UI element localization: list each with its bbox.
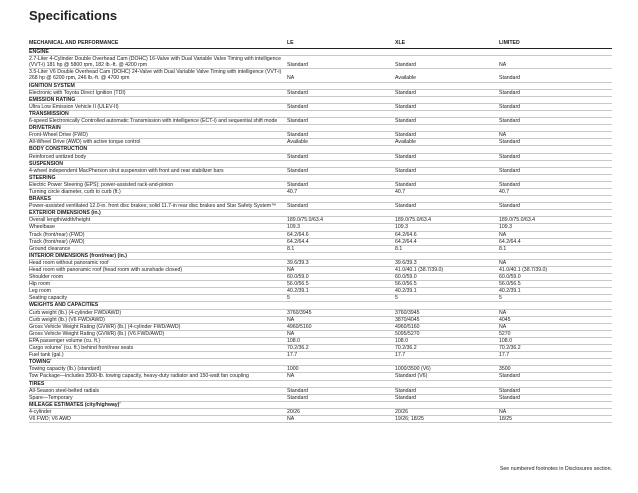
xle-value: 189.0/75.0/63.4 bbox=[395, 217, 432, 224]
section-heading-row bbox=[29, 359, 612, 366]
limited-value: NA bbox=[499, 62, 507, 69]
le-value: Standard bbox=[287, 62, 309, 69]
limited-value: 70.2/36.2 bbox=[499, 345, 521, 352]
section-heading-row bbox=[29, 402, 612, 409]
limited-value: Standard bbox=[499, 153, 521, 160]
limited-value: Standard bbox=[499, 387, 521, 394]
spec-label: Hip room bbox=[29, 281, 51, 288]
xle-value: 41.0/40.1 (38.7/39.0) bbox=[395, 267, 444, 273]
le-value: 40.2/39.1 bbox=[287, 288, 309, 295]
le-value: 64.2/64.4 bbox=[287, 238, 309, 245]
spec-row bbox=[29, 366, 612, 373]
section-heading: DRIVETRAIN bbox=[29, 125, 61, 132]
section-heading-row bbox=[29, 125, 612, 132]
limited-value: Standard bbox=[499, 118, 521, 125]
spec-row bbox=[29, 317, 612, 324]
spec-label: Reinforced unitized body bbox=[29, 153, 87, 160]
le-value: Standard bbox=[287, 153, 309, 160]
spec-row bbox=[29, 217, 612, 224]
spec-label: V6 FWD; V6 AWD bbox=[29, 415, 71, 422]
spec-label: Towing capacity (lb.) (standard) bbox=[29, 366, 102, 373]
spec-row bbox=[29, 90, 612, 97]
xle-value: 60.0/59.0 bbox=[395, 274, 417, 281]
xle-value: Available bbox=[395, 139, 416, 146]
limited-value: NA bbox=[499, 259, 507, 266]
limited-value: 40.7 bbox=[499, 188, 510, 195]
le-value: NA bbox=[287, 316, 295, 323]
spec-row bbox=[29, 232, 612, 239]
spec-row bbox=[29, 274, 612, 281]
spec-label: Tow Package—includes 3500-lb. towing capacity, heavy-duty radiator and 150-watt fan coupling bbox=[29, 373, 249, 380]
limited-value: Standard bbox=[499, 394, 521, 401]
limited-value: 18/25 bbox=[499, 415, 512, 422]
limited-value: NA bbox=[499, 132, 507, 139]
spec-row bbox=[29, 395, 612, 402]
xle-value: Standard (V6) bbox=[395, 373, 428, 380]
spec-label: 6-speed Electronically Controlled automatic Transmission with intelligence (ECT-i) and sequential shift mode bbox=[29, 118, 278, 125]
le-value: Standard bbox=[287, 167, 309, 174]
spec-row bbox=[29, 281, 612, 288]
limited-value: 4045 bbox=[499, 316, 511, 323]
spec-label: Curb weight (lb.) (4-cylinder FWD/AWD) bbox=[29, 309, 122, 316]
xle-value: 5095/5270 bbox=[395, 330, 420, 337]
spec-row bbox=[29, 416, 612, 423]
spec-label: 2.7-Liter 4-Cylinder Double Overhead Cam (DOHC) 16-Valve with Dual Variable Valve Timing with intelligence (VVT-i) 181 hp @ 5800 rpm, 182 lb.-ft. @ 4200 rpm bbox=[29, 56, 281, 69]
le-value: NA bbox=[287, 373, 295, 380]
section-heading: WEIGHTS AND CAPACITIES bbox=[29, 302, 99, 309]
limited-value: Standard bbox=[499, 103, 521, 110]
xle-value: 40.7 bbox=[395, 188, 406, 195]
column-header-le: LE bbox=[287, 40, 294, 46]
limited-value: 41.0/40.1 (38.7/39.0) bbox=[499, 267, 548, 273]
xle-value: 70.2/36.2 bbox=[395, 345, 417, 352]
spec-label: Cargo volume' (cu. ft.) behind front/rear seats bbox=[29, 345, 134, 352]
spec-label: Overall length/width/height bbox=[29, 217, 91, 224]
spec-label: Leg room bbox=[29, 288, 51, 295]
limited-value: Standard bbox=[499, 373, 521, 380]
page-title: Specifications bbox=[29, 8, 118, 23]
section-heading-row bbox=[29, 111, 612, 118]
xle-value: 3870/4045 bbox=[395, 316, 420, 323]
le-value: 189.0/75.0/63.4 bbox=[287, 217, 324, 224]
le-value: 64.2/64.6 bbox=[287, 231, 309, 238]
spec-row bbox=[29, 331, 612, 338]
xle-value: 3760/3945 bbox=[395, 309, 420, 316]
spec-row bbox=[29, 260, 612, 267]
xle-value: Standard bbox=[395, 167, 417, 174]
spec-label: Gross Vehicle Weight Rating (GVWR) (lb.) (V6 FWD/AWD) bbox=[29, 330, 165, 337]
column-header-xle: XLE bbox=[395, 40, 406, 46]
spec-row bbox=[29, 104, 612, 111]
xle-value: Available bbox=[395, 75, 416, 82]
spec-row bbox=[29, 132, 612, 139]
limited-value: 8.1 bbox=[499, 245, 507, 252]
le-value: 17.7 bbox=[287, 352, 298, 359]
xle-value: 56.0/56.5 bbox=[395, 281, 417, 288]
le-value: 56.0/56.5 bbox=[287, 281, 309, 288]
section-heading: BRAKES bbox=[29, 196, 51, 203]
le-value: Available bbox=[287, 139, 308, 146]
spec-label: Head room without panoramic roof bbox=[29, 259, 109, 266]
section-heading: INTERIOR DIMENSIONS (front/rear) (in.) bbox=[29, 252, 127, 259]
xle-value: Standard bbox=[395, 89, 417, 96]
limited-value: 60.0/59.0 bbox=[499, 274, 521, 281]
le-value: 109.3 bbox=[287, 224, 300, 231]
le-value: 4960/5160 bbox=[287, 323, 312, 330]
limited-value: NA bbox=[499, 309, 507, 316]
le-value: 70.2/36.2 bbox=[287, 345, 309, 352]
spec-label: Ground clearance bbox=[29, 245, 71, 252]
xle-value: 64.2/64.4 bbox=[395, 238, 417, 245]
spec-label: Curb weight (lb.) (V6 FWD/AWD) bbox=[29, 316, 105, 323]
spec-row bbox=[29, 118, 612, 125]
le-value: 40.7 bbox=[287, 188, 298, 195]
xle-value: 64.2/64.6 bbox=[395, 231, 417, 238]
spec-label: Fuel tank (gal.) bbox=[29, 352, 64, 359]
limited-value: Standard bbox=[499, 75, 521, 82]
le-value: 5 bbox=[287, 295, 290, 302]
spec-row bbox=[29, 288, 612, 295]
le-value: 1000 bbox=[287, 366, 299, 373]
spec-row bbox=[29, 409, 612, 416]
limited-value: 64.2/64.4 bbox=[499, 238, 521, 245]
section-heading: ENGINE bbox=[29, 49, 49, 56]
spec-row bbox=[29, 203, 612, 210]
section-heading-row bbox=[29, 49, 612, 56]
xle-value: 1000/3500 (V6) bbox=[395, 366, 431, 373]
section-heading: IGNITION SYSTEM bbox=[29, 82, 75, 89]
section-heading: EMISSION RATING bbox=[29, 96, 76, 103]
spec-label: Front-Wheel Drive (FWD) bbox=[29, 132, 88, 139]
spec-row bbox=[29, 310, 612, 317]
section-heading-row bbox=[29, 210, 612, 217]
le-value: Standard bbox=[287, 132, 309, 139]
spec-row bbox=[29, 69, 612, 82]
spec-label: Wheelbase bbox=[29, 224, 55, 231]
le-value: NA bbox=[287, 75, 295, 82]
xle-value: Standard bbox=[395, 387, 417, 394]
le-value: Standard bbox=[287, 203, 309, 210]
limited-value: 108.0 bbox=[499, 337, 512, 344]
spec-row bbox=[29, 154, 612, 161]
limited-value: 5270 bbox=[499, 330, 511, 337]
spec-label: Gross Vehicle Weight Rating (GVWR) (lb.) (4-cylinder FWD/AWD) bbox=[29, 323, 181, 330]
xle-value: 5 bbox=[395, 295, 398, 302]
section-heading-row bbox=[29, 97, 612, 104]
spec-label: Spare—Temporary bbox=[29, 394, 73, 401]
xle-value: 109.3 bbox=[395, 224, 408, 231]
spec-row bbox=[29, 182, 612, 189]
spec-row bbox=[29, 139, 612, 146]
le-value: 108.0 bbox=[287, 337, 300, 344]
le-value: Standard bbox=[287, 394, 309, 401]
limited-value: Standard bbox=[499, 167, 521, 174]
limited-value: NA bbox=[499, 408, 507, 415]
spec-row bbox=[29, 168, 612, 175]
limited-value: NA bbox=[499, 231, 507, 238]
spec-row bbox=[29, 246, 612, 253]
xle-value: 40.2/39.1 bbox=[395, 288, 417, 295]
xle-value: Standard bbox=[395, 132, 417, 139]
limited-value: Standard bbox=[499, 181, 521, 188]
section-heading-row bbox=[29, 253, 612, 260]
le-value: NA bbox=[287, 267, 295, 273]
xle-value: Standard bbox=[395, 203, 417, 210]
spec-label: 3.5-Liter V6 Double Overhead Cam (DOHC) 24-Valve with Dual Variable Valve Timing with intelligence (VVT-i) 268 hp @ 6200 rpm, 246 lb.-ft. @ 4700 rpm bbox=[29, 69, 282, 82]
limited-value: Standard bbox=[499, 139, 521, 146]
spec-label: Track (front/rear) (AWD) bbox=[29, 238, 85, 245]
xle-value: Standard bbox=[395, 62, 417, 69]
section-heading: MILEAGE ESTIMATES (city/highway)' bbox=[29, 401, 121, 408]
table-header-row bbox=[29, 40, 612, 49]
limited-value: 17.7 bbox=[499, 352, 510, 359]
le-value: Standard bbox=[287, 103, 309, 110]
xle-value: 17.7 bbox=[395, 352, 406, 359]
spec-row bbox=[29, 189, 612, 196]
spec-label: Track (front/rear) (FWD) bbox=[29, 231, 85, 238]
column-header-category: MECHANICAL AND PERFORMANCE bbox=[29, 40, 119, 46]
le-value: Standard bbox=[287, 181, 309, 188]
xle-value: 8.1 bbox=[395, 245, 403, 252]
spec-label: EPA passenger volume (cu. ft.) bbox=[29, 337, 101, 344]
limited-value: 3500 bbox=[499, 366, 511, 373]
section-heading-row bbox=[29, 381, 612, 388]
limited-value: 40.2/39.1 bbox=[499, 288, 521, 295]
le-value: Standard bbox=[287, 387, 309, 394]
section-heading-row bbox=[29, 83, 612, 90]
spec-label: Power-assisted ventilated 12.0-in. front disc brakes; solid 11.7-in rear disc brakes and Star Safety System™ bbox=[29, 203, 277, 210]
le-value: NA bbox=[287, 330, 295, 337]
spec-row bbox=[29, 388, 612, 395]
le-value: Standard bbox=[287, 89, 309, 96]
spec-label: Shoulder room bbox=[29, 274, 64, 281]
section-heading-row bbox=[29, 196, 612, 203]
le-value: 39.6/39.3 bbox=[287, 259, 309, 266]
spec-row bbox=[29, 267, 612, 274]
xle-value: Standard bbox=[395, 181, 417, 188]
spec-label: 4-wheel independent MacPherson strut suspension with front and rear stabilizer bars bbox=[29, 167, 224, 174]
spec-row bbox=[29, 56, 612, 69]
limited-value: Standard bbox=[499, 89, 521, 96]
xle-value: 108.0 bbox=[395, 337, 408, 344]
spec-label: Electric Power Steering (EPS); power-assisted rack-and-pinion bbox=[29, 181, 174, 188]
section-heading-row bbox=[29, 302, 612, 309]
le-value: 3760/3945 bbox=[287, 309, 312, 316]
spec-row bbox=[29, 324, 612, 331]
section-heading-row bbox=[29, 175, 612, 182]
spec-label: 4-cylinder bbox=[29, 408, 52, 415]
spec-row bbox=[29, 373, 612, 380]
specifications-table bbox=[29, 40, 612, 423]
xle-value: Standard bbox=[395, 153, 417, 160]
section-heading: SUSPENSION bbox=[29, 160, 64, 167]
section-heading: BODY CONSTRUCTION bbox=[29, 146, 88, 153]
spec-label: Head room with panoramic roof (head room with sunshade closed) bbox=[29, 267, 183, 273]
le-value: NA bbox=[287, 415, 295, 422]
le-value: 20/26 bbox=[287, 408, 300, 415]
spec-row bbox=[29, 345, 612, 352]
spec-row bbox=[29, 224, 612, 231]
limited-value: NA bbox=[499, 323, 507, 330]
section-heading: STEERING bbox=[29, 174, 56, 181]
le-value: 60.0/59.0 bbox=[287, 274, 309, 281]
limited-value: 109.3 bbox=[499, 224, 512, 231]
section-heading: TRANSMISSION bbox=[29, 110, 69, 117]
limited-value: 189.0/75.0/63.4 bbox=[499, 217, 536, 224]
spec-label: All-Season steel-belted radials bbox=[29, 387, 100, 394]
section-heading-row bbox=[29, 161, 612, 168]
section-heading-row bbox=[29, 146, 612, 153]
spec-row bbox=[29, 352, 612, 359]
spec-row bbox=[29, 295, 612, 302]
section-heading: TIRES bbox=[29, 380, 45, 387]
xle-value: 20/26 bbox=[395, 408, 408, 415]
xle-value: 19/26; 18/25 bbox=[395, 415, 424, 422]
spec-label: Seating capacity bbox=[29, 295, 68, 302]
section-heading: EXTERIOR DIMENSIONS (in.) bbox=[29, 210, 101, 217]
le-value: 8.1 bbox=[287, 245, 295, 252]
spec-row bbox=[29, 338, 612, 345]
xle-value: 39.6/39.3 bbox=[395, 259, 417, 266]
spec-label: All-Wheel Drive (AWD) with active torque control bbox=[29, 139, 141, 146]
limited-value: 56.0/56.5 bbox=[499, 281, 521, 288]
column-header-limited: LIMITED bbox=[499, 40, 520, 46]
spec-label: Turning circle diameter, curb to curb (ft.) bbox=[29, 188, 121, 195]
spec-label: Ultra Low Emission Vehicle II (ULEV-II) bbox=[29, 103, 119, 110]
xle-value: Standard bbox=[395, 394, 417, 401]
le-value: Standard bbox=[287, 118, 309, 125]
xle-value: Standard bbox=[395, 118, 417, 125]
limited-value: 5 bbox=[499, 295, 502, 302]
xle-value: 4960/5160 bbox=[395, 323, 420, 330]
xle-value: Standard bbox=[395, 103, 417, 110]
limited-value: Standard bbox=[499, 203, 521, 210]
section-heading: TOWING' bbox=[29, 359, 52, 366]
footnote: See numbered footnotes in Disclosures section. bbox=[499, 466, 612, 472]
spec-row bbox=[29, 239, 612, 246]
spec-label: Electronic with Toyota Direct Ignition (TDI) bbox=[29, 89, 126, 96]
